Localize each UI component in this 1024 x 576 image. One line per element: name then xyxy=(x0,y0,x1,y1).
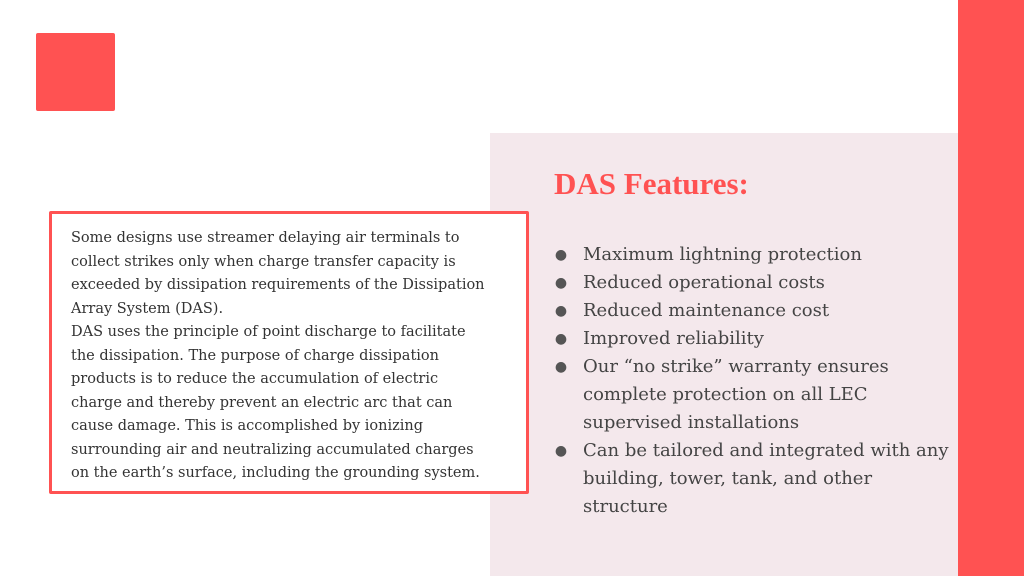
bullet-icon: ● xyxy=(554,275,568,291)
feature-text: Maximum lightning protection xyxy=(583,244,862,265)
bullet-icon: ● xyxy=(554,443,568,459)
feature-text: Reduced operational costs xyxy=(583,272,825,293)
description-text xyxy=(71,227,491,486)
description-paragraph-2: DAS uses the principle of point discharge to facilitate the dissipation. The purpose of charge dissipation products is to reduce the accumulation of electric charge and thereby prevent an electric arc that can cause damage. This is accomplished by ionizing surrounding air and neutralizing accumulated charges on the earth’s surface, including the grounding system. xyxy=(71,324,480,481)
feature-item xyxy=(554,241,954,269)
feature-item xyxy=(554,269,954,297)
bullet-icon: ● xyxy=(554,247,568,263)
features-list xyxy=(554,241,954,521)
decorative-red-square xyxy=(36,33,115,111)
feature-text: Reduced maintenance cost xyxy=(583,300,830,321)
feature-text: Can be tailored and integrated with any building, tower, tank, and other structure xyxy=(583,440,949,517)
feature-text: Our “no strike” warranty ensures complete protection on all LEC supervised installations xyxy=(583,356,889,433)
feature-text: Improved reliability xyxy=(583,328,764,349)
bullet-icon: ● xyxy=(554,359,568,375)
feature-item xyxy=(554,297,954,325)
decorative-right-bar xyxy=(958,0,1024,576)
description-box xyxy=(49,211,529,494)
bullet-icon: ● xyxy=(554,331,568,347)
features-title: DAS Features: xyxy=(554,166,749,201)
feature-item xyxy=(554,437,954,521)
feature-item xyxy=(554,325,954,353)
description-paragraph-1: Some designs use streamer delaying air terminals to collect strikes only when charge transfer capacity is exceeded by dissipation requirements of the Dissipation Array System (DAS). xyxy=(71,230,485,317)
feature-item xyxy=(554,353,954,437)
bullet-icon: ● xyxy=(554,303,568,319)
